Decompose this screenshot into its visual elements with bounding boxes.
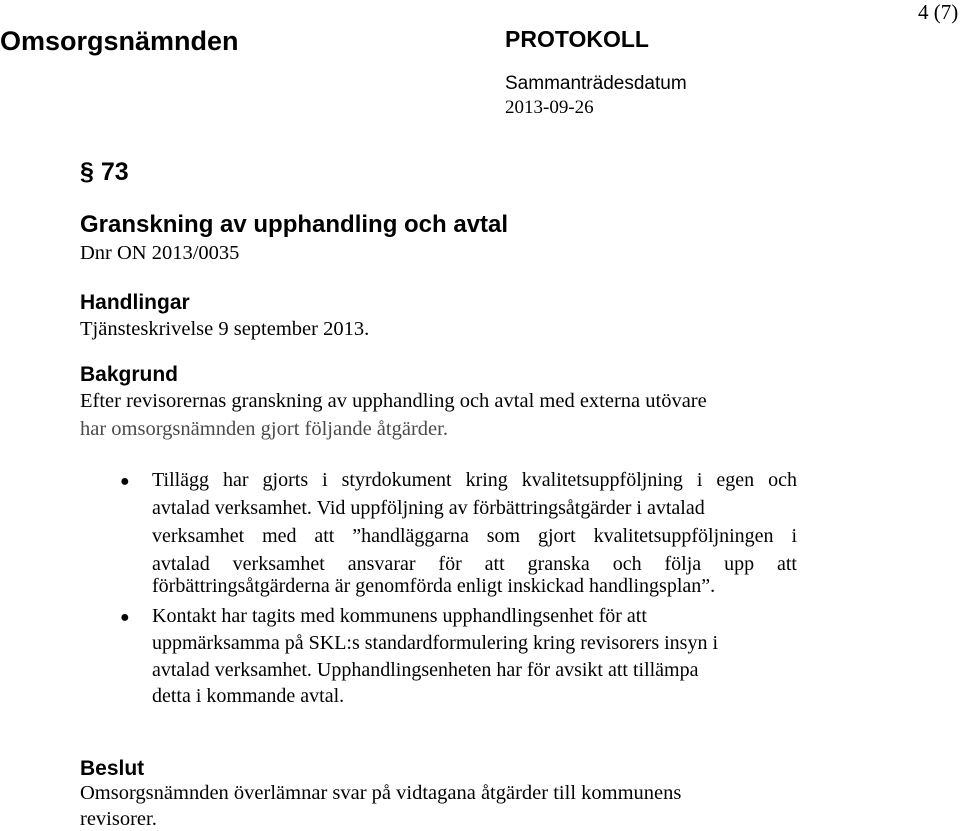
beslut-heading: Beslut [80, 757, 145, 780]
page-number: 4 (7) [918, 0, 959, 24]
bullet-line: Kontakt har tagits med kommunens upphandlingsenhet för att [152, 605, 647, 627]
bullet-line: avtalad verksamhet. Vid uppföljning av förbättringsåtgärder i avtalad [152, 497, 705, 519]
handlingar-heading: Handlingar [80, 291, 190, 314]
bullet-line: avtalad verksamhet. Upphandlingsenheten har för avsikt att tillämpa [152, 659, 699, 681]
bullet-line: förbättringsåtgärderna är genomförda enligt inskickad handlingsplan”. [152, 575, 716, 597]
bullet-icon: ● [120, 473, 130, 490]
bullet-line: uppmärksamma på SKL:s standardformulering kring revisorers insyn i [152, 632, 718, 654]
bakgrund-line: Efter revisorernas granskning av upphandling och avtal med externa utövare [80, 390, 707, 412]
bullet-icon: ● [120, 609, 130, 626]
meeting-date-label: Sammanträdesdatum [505, 73, 687, 94]
handlingar-text: Tjänsteskrivelse 9 september 2013. [80, 318, 370, 340]
document-type: PROTOKOLL [505, 26, 649, 52]
bullet-line: detta i kommande avtal. [152, 685, 345, 707]
bullet-line: Tillägg har gjorts i styrdokument kring kvalitetsuppföljning i egen och [152, 469, 797, 491]
beslut-line: Omsorgsnämnden överlämnar svar på vidtagana åtgärder till kommunens [80, 782, 682, 804]
paragraph-number: § 73 [80, 158, 129, 186]
beslut-line: revisorer. [80, 808, 157, 830]
diary-number: Dnr ON 2013/0035 [80, 242, 240, 264]
bakgrund-heading: Bakgrund [80, 363, 179, 386]
meeting-date: 2013-09-26 [505, 97, 594, 118]
organization-name: Omsorgsnämnden [0, 26, 239, 56]
section-title: Granskning av upphandling och avtal [80, 211, 509, 238]
bullet-line: avtalad verksamhet ansvarar för att granska och följa upp att [152, 553, 797, 575]
bullet-line: verksamhet med att ”handläggarna som gjort kvalitetsuppföljningen i [152, 525, 797, 547]
bakgrund-line: har omsorgsnämnden gjort följande åtgärder. [80, 418, 448, 440]
